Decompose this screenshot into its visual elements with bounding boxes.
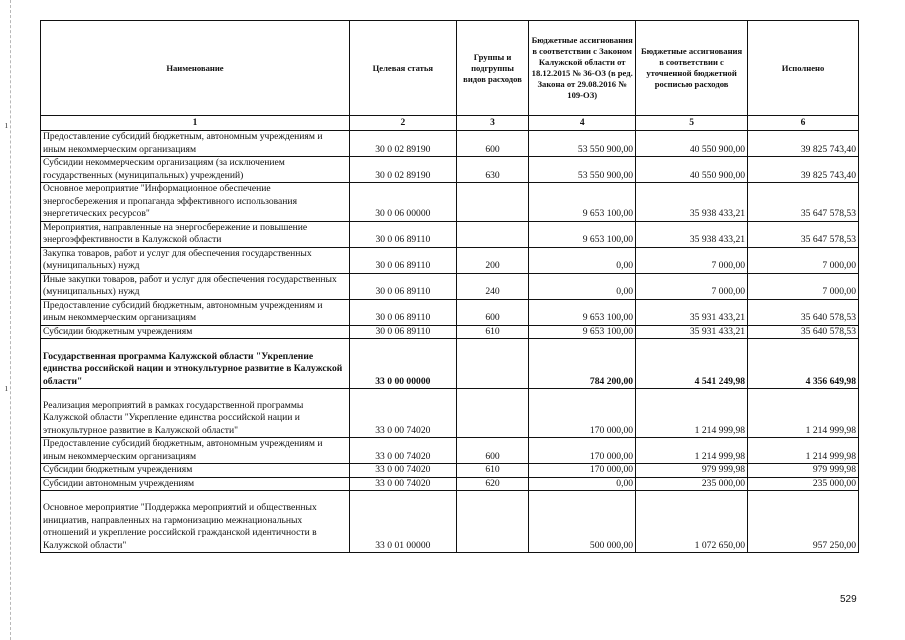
row-name: Основное мероприятие "Поддержка мероприятий и общественных инициатив, направленных на гармонизацию межнациональных отношений и укрепление российской гражданской идентичности в Калужской области" <box>41 491 350 553</box>
row-code: 30 0 06 89110 <box>349 247 456 273</box>
row-executed-amount: 1 214 999,98 <box>748 389 859 438</box>
row-group <box>456 183 529 222</box>
table-row <box>41 157 859 183</box>
row-executed-amount: 979 999,98 <box>748 464 859 478</box>
header-row <box>41 21 859 116</box>
row-name: Предоставление субсидий бюджетным, автономным учреждениям и иным некоммерческим организациям <box>41 131 350 157</box>
row-name: Основное мероприятие "Информационное обеспечение энергосбережения и пропаганда эффективного использования энергетических ресурсов" <box>41 183 350 222</box>
header-target: Целевая статья <box>349 21 456 116</box>
row-group <box>456 389 529 438</box>
table-row <box>41 183 859 222</box>
row-name: Предоставление субсидий бюджетным, автономным учреждениям и иным некоммерческим организациям <box>41 438 350 464</box>
row-executed-amount: 1 214 999,98 <box>748 438 859 464</box>
row-executed-amount: 7 000,00 <box>748 247 859 273</box>
binding-margin-line <box>10 0 11 640</box>
row-executed-amount: 35 647 578,53 <box>748 221 859 247</box>
row-law-amount: 170 000,00 <box>529 438 636 464</box>
row-law-amount: 784 200,00 <box>529 339 636 389</box>
row-group: 200 <box>456 247 529 273</box>
row-name: Реализация мероприятий в рамках государственной программы Калужской области "Укрепление единства российской нации и этнокультурное развитие в Калужской области" <box>41 389 350 438</box>
row-name: Закупка товаров, работ и услуг для обеспечения государственных (муниципальных) нужд <box>41 247 350 273</box>
row-code: 30 0 06 00000 <box>349 183 456 222</box>
row-code: 33 0 00 74020 <box>349 438 456 464</box>
row-group: 600 <box>456 131 529 157</box>
row-refined-amount: 4 541 249,98 <box>636 339 748 389</box>
row-code: 33 0 00 00000 <box>349 339 456 389</box>
table-row <box>41 339 859 389</box>
table-row <box>41 247 859 273</box>
header-refined: Бюджетные ассигнования в соответствии с уточненной бюджетной росписью расходов <box>636 21 748 116</box>
row-group <box>456 221 529 247</box>
row-code: 30 0 06 89110 <box>349 325 456 339</box>
row-executed-amount: 957 250,00 <box>748 491 859 553</box>
row-refined-amount: 35 931 433,21 <box>636 299 748 325</box>
table-body <box>41 131 859 553</box>
row-refined-amount: 35 938 433,21 <box>636 183 748 222</box>
row-law-amount: 170 000,00 <box>529 464 636 478</box>
row-group: 600 <box>456 299 529 325</box>
row-executed-amount: 35 647 578,53 <box>748 183 859 222</box>
row-code: 33 0 01 00000 <box>349 491 456 553</box>
row-name: Государственная программа Калужской области "Укрепление единства российской нации и этнокультурное развитие в Калужской области" <box>41 339 350 389</box>
row-code: 33 0 00 74020 <box>349 389 456 438</box>
row-group: 610 <box>456 464 529 478</box>
row-code: 33 0 00 74020 <box>349 464 456 478</box>
row-code: 33 0 00 74020 <box>349 477 456 491</box>
table-row <box>41 389 859 438</box>
column-number: 1 <box>41 116 350 131</box>
row-law-amount: 500 000,00 <box>529 491 636 553</box>
margin-tick: ı <box>5 120 8 131</box>
row-refined-amount: 35 931 433,21 <box>636 325 748 339</box>
table-row <box>41 273 859 299</box>
header-law: Бюджетные ассигнования в соответствии с Законом Калужской области от 18.12.2015 № 36-ОЗ (в ред. Закона от 29.08.2016 № 109-ОЗ) <box>529 21 636 116</box>
row-law-amount: 0,00 <box>529 247 636 273</box>
row-law-amount: 0,00 <box>529 273 636 299</box>
row-name: Мероприятия, направленные на энергосбережение и повышение энергоэффективности в Калужской области <box>41 221 350 247</box>
header-name: Наименование <box>41 21 350 116</box>
header-groups: Группы и подгруппы видов расходов <box>456 21 529 116</box>
table-row <box>41 131 859 157</box>
row-group <box>456 491 529 553</box>
row-group: 630 <box>456 157 529 183</box>
row-executed-amount: 7 000,00 <box>748 273 859 299</box>
row-executed-amount: 235 000,00 <box>748 477 859 491</box>
row-executed-amount: 35 640 578,53 <box>748 299 859 325</box>
row-law-amount: 9 653 100,00 <box>529 299 636 325</box>
table-row <box>41 325 859 339</box>
row-refined-amount: 7 000,00 <box>636 247 748 273</box>
row-executed-amount: 39 825 743,40 <box>748 131 859 157</box>
row-executed-amount: 39 825 743,40 <box>748 157 859 183</box>
row-executed-amount: 4 356 649,98 <box>748 339 859 389</box>
column-number-row <box>41 116 859 131</box>
row-group: 240 <box>456 273 529 299</box>
row-refined-amount: 40 550 900,00 <box>636 131 748 157</box>
column-number: 3 <box>456 116 529 131</box>
row-group: 610 <box>456 325 529 339</box>
row-code: 30 0 02 89190 <box>349 131 456 157</box>
row-law-amount: 0,00 <box>529 477 636 491</box>
row-refined-amount: 40 550 900,00 <box>636 157 748 183</box>
row-code: 30 0 06 89110 <box>349 273 456 299</box>
row-group <box>456 339 529 389</box>
row-law-amount: 53 550 900,00 <box>529 157 636 183</box>
column-number: 5 <box>636 116 748 131</box>
row-name: Субсидии некоммерческим организациям (за исключением государственных (муниципальных) учреждений) <box>41 157 350 183</box>
row-executed-amount: 35 640 578,53 <box>748 325 859 339</box>
row-refined-amount: 1 214 999,98 <box>636 438 748 464</box>
row-law-amount: 9 653 100,00 <box>529 325 636 339</box>
table-row <box>41 491 859 553</box>
row-refined-amount: 7 000,00 <box>636 273 748 299</box>
row-name: Иные закупки товаров, работ и услуг для обеспечения государственных (муниципальных) нужд <box>41 273 350 299</box>
row-name: Субсидии автономным учреждениям <box>41 477 350 491</box>
table-row <box>41 299 859 325</box>
header-executed: Исполнено <box>748 21 859 116</box>
table-row <box>41 464 859 478</box>
row-group: 620 <box>456 477 529 491</box>
page-number: 529 <box>840 594 857 605</box>
row-refined-amount: 979 999,98 <box>636 464 748 478</box>
column-number: 6 <box>748 116 859 131</box>
table-row <box>41 221 859 247</box>
row-code: 30 0 02 89190 <box>349 157 456 183</box>
row-refined-amount: 1 072 650,00 <box>636 491 748 553</box>
row-group: 600 <box>456 438 529 464</box>
column-number: 4 <box>529 116 636 131</box>
table-header <box>41 21 859 131</box>
row-name: Субсидии бюджетным учреждениям <box>41 464 350 478</box>
row-law-amount: 9 653 100,00 <box>529 221 636 247</box>
table-row <box>41 438 859 464</box>
row-refined-amount: 1 214 999,98 <box>636 389 748 438</box>
row-law-amount: 53 550 900,00 <box>529 131 636 157</box>
budget-table <box>40 20 859 553</box>
row-refined-amount: 35 938 433,21 <box>636 221 748 247</box>
row-law-amount: 9 653 100,00 <box>529 183 636 222</box>
row-refined-amount: 235 000,00 <box>636 477 748 491</box>
row-name: Субсидии бюджетным учреждениям <box>41 325 350 339</box>
row-law-amount: 170 000,00 <box>529 389 636 438</box>
row-code: 30 0 06 89110 <box>349 221 456 247</box>
column-number: 2 <box>349 116 456 131</box>
margin-tick: ı <box>5 383 8 394</box>
table-row <box>41 477 859 491</box>
row-name: Предоставление субсидий бюджетным, автономным учреждениям и иным некоммерческим организациям <box>41 299 350 325</box>
row-code: 30 0 06 89110 <box>349 299 456 325</box>
